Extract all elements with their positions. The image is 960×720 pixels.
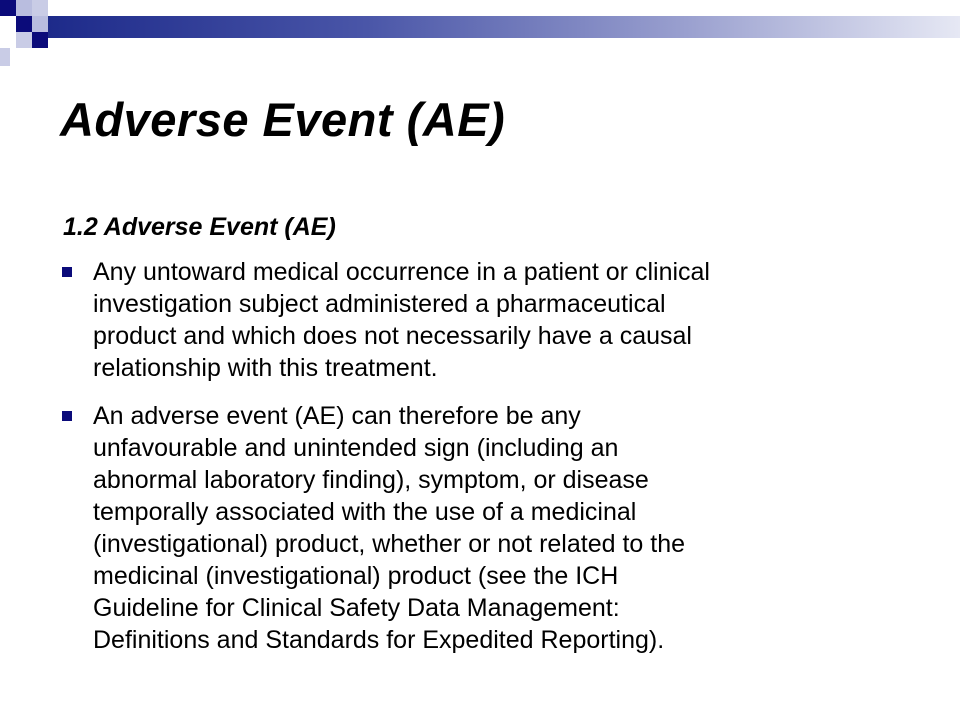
decor-square bbox=[0, 0, 16, 16]
bullet-item bbox=[62, 400, 922, 656]
decor-square bbox=[16, 16, 32, 32]
bullet-line: temporally associated with the use of a medicinal bbox=[93, 498, 637, 526]
bullet-line: Definitions and Standards for Expedited Reporting). bbox=[93, 626, 665, 654]
header-gradient-bar bbox=[48, 16, 960, 38]
decor-square bbox=[32, 0, 48, 16]
square-bullet-icon bbox=[62, 411, 72, 421]
bullet-line: unfavourable and unintended sign (including an bbox=[93, 434, 619, 462]
bullet-line: medicinal (investigational) product (see the ICH bbox=[93, 562, 619, 590]
bullet-item bbox=[62, 256, 922, 384]
decor-square bbox=[32, 16, 48, 32]
bullet-line: (investigational) product, whether or not related to the bbox=[93, 530, 686, 558]
bullet-line: investigation subject administered a pharmaceutical bbox=[93, 290, 666, 318]
square-bullet-icon bbox=[62, 267, 72, 277]
bullet-line: relationship with this treatment. bbox=[93, 354, 438, 382]
bullet-line: abnormal laboratory finding), symptom, or disease bbox=[93, 466, 649, 494]
bullet-line: An adverse event (AE) can therefore be any bbox=[93, 402, 581, 430]
decor-square bbox=[16, 32, 32, 48]
bullet-list bbox=[62, 256, 922, 672]
bullet-line: product and which does not necessarily have a causal bbox=[93, 322, 692, 350]
decor-square bbox=[16, 0, 32, 16]
slide-decoration bbox=[0, 0, 960, 60]
bullet-line: Any untoward medical occurrence in a patient or clinical bbox=[93, 258, 710, 286]
section-subtitle: 1.2 Adverse Event (AE) bbox=[63, 213, 336, 241]
bullet-line: Guideline for Clinical Safety Data Management: bbox=[93, 594, 620, 622]
side-accent-bar bbox=[0, 48, 10, 66]
decor-square bbox=[32, 32, 48, 48]
slide-title: Adverse Event (AE) bbox=[60, 93, 506, 146]
